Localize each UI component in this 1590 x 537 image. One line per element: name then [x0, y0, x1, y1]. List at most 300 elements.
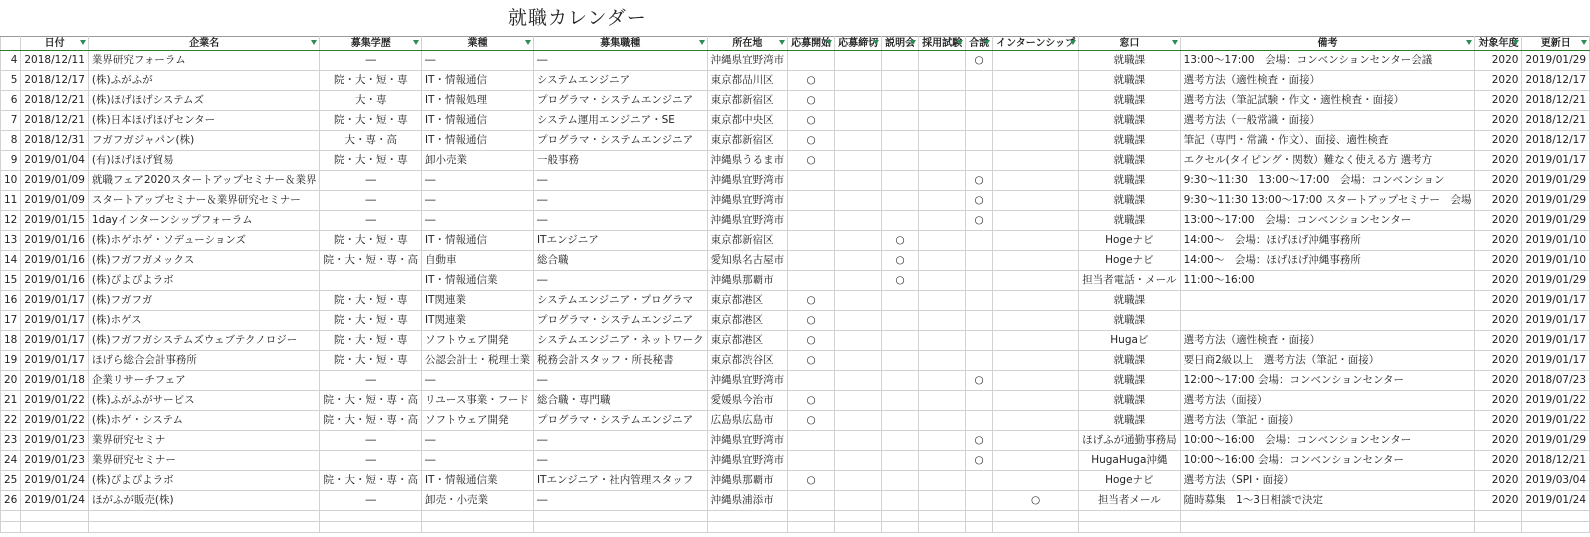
table-cell[interactable]: Hogeナビ [1079, 231, 1181, 251]
table-cell[interactable]: 2019/01/29 [1522, 51, 1590, 71]
table-cell[interactable] [835, 431, 882, 451]
table-cell[interactable]: 公認会計士・税理士業 [421, 351, 533, 371]
table-cell[interactable]: ― [320, 211, 422, 231]
column-header[interactable] [882, 37, 919, 51]
table-cell[interactable]: 2019/01/17 [1522, 351, 1590, 371]
column-header[interactable] [421, 37, 533, 51]
table-cell[interactable]: ― [533, 271, 707, 291]
table-cell[interactable] [919, 91, 966, 111]
row-number-cell[interactable]: 26 [1, 491, 21, 511]
empty-cell[interactable] [993, 522, 1079, 533]
table-cell[interactable] [882, 91, 919, 111]
table-cell[interactable]: 就職課 [1079, 71, 1181, 91]
table-cell[interactable]: 就職フェア2020スタートアップセミナー＆業界 [88, 171, 320, 191]
table-cell[interactable] [835, 331, 882, 351]
table-cell[interactable] [993, 331, 1079, 351]
table-cell[interactable]: ○ [788, 111, 835, 131]
table-cell[interactable]: ○ [966, 191, 993, 211]
table-cell[interactable]: 2018/12/21 [21, 91, 89, 111]
table-cell[interactable]: 沖縄県宜野湾市 [707, 191, 788, 211]
empty-cell[interactable] [966, 522, 993, 533]
table-cell[interactable]: ― [421, 171, 533, 191]
filter-dropdown-icon[interactable] [311, 40, 317, 45]
table-cell[interactable]: 2019/01/17 [1522, 311, 1590, 331]
table-cell[interactable]: 2018/12/21 [1522, 451, 1590, 471]
table-cell[interactable]: 2018/12/21 [1522, 111, 1590, 131]
table-cell[interactable] [993, 451, 1079, 471]
table-cell[interactable]: IT・情報通信 [421, 71, 533, 91]
table-cell[interactable]: 2020 [1475, 151, 1522, 171]
table-cell[interactable] [882, 131, 919, 151]
table-cell[interactable] [919, 391, 966, 411]
table-cell[interactable] [882, 291, 919, 311]
table-cell[interactable]: 2019/01/29 [1522, 431, 1590, 451]
table-cell[interactable] [919, 351, 966, 371]
table-cell[interactable]: 筆記（専門・常識・作文）、面接、適性検査 [1180, 131, 1475, 151]
table-cell[interactable]: (株)ホゲス [88, 311, 320, 331]
column-header[interactable] [1, 37, 21, 51]
table-cell[interactable]: ― [533, 51, 707, 71]
table-cell[interactable]: ○ [788, 91, 835, 111]
table-cell[interactable]: 沖縄県宜野湾市 [707, 171, 788, 191]
table-cell[interactable]: (株)ぴよぴよラボ [88, 271, 320, 291]
column-header[interactable] [788, 37, 835, 51]
table-cell[interactable] [835, 91, 882, 111]
table-cell[interactable]: 2019/03/04 [1522, 471, 1590, 491]
table-cell[interactable] [788, 51, 835, 71]
table-cell[interactable]: 卸小売業 [421, 151, 533, 171]
empty-cell[interactable] [21, 511, 89, 522]
table-cell[interactable]: 総合職・専門職 [533, 391, 707, 411]
table-cell[interactable] [835, 51, 882, 71]
table-cell[interactable]: 2020 [1475, 351, 1522, 371]
empty-cell[interactable] [993, 511, 1079, 522]
empty-cell[interactable] [882, 522, 919, 533]
table-cell[interactable]: (株)ふがふがサービス [88, 391, 320, 411]
table-cell[interactable]: 2019/01/17 [1522, 331, 1590, 351]
table-cell[interactable] [882, 411, 919, 431]
table-cell[interactable] [835, 131, 882, 151]
table-cell[interactable] [993, 411, 1079, 431]
table-cell[interactable]: 2020 [1475, 231, 1522, 251]
table-cell[interactable]: 院・大・短・専 [320, 111, 422, 131]
row-number-cell[interactable]: 8 [1, 131, 21, 151]
table-cell[interactable]: ― [320, 51, 422, 71]
table-cell[interactable] [835, 231, 882, 251]
table-cell[interactable] [993, 91, 1079, 111]
table-cell[interactable] [835, 291, 882, 311]
table-cell[interactable]: 2020 [1475, 391, 1522, 411]
table-cell[interactable]: 2020 [1475, 171, 1522, 191]
table-cell[interactable] [919, 51, 966, 71]
table-cell[interactable]: 2019/01/17 [1522, 151, 1590, 171]
table-cell[interactable] [919, 111, 966, 131]
table-cell[interactable]: 2019/01/15 [21, 211, 89, 231]
table-cell[interactable] [835, 211, 882, 231]
table-cell[interactable]: (株)フガフガ [88, 291, 320, 311]
table-cell[interactable] [966, 351, 993, 371]
table-cell[interactable]: 東京都新宿区 [707, 231, 788, 251]
row-number-cell[interactable]: 10 [1, 171, 21, 191]
table-cell[interactable]: 2019/01/22 [1522, 391, 1590, 411]
table-cell[interactable]: (株)ぴよぴよラボ [88, 471, 320, 491]
table-cell[interactable]: ― [320, 371, 422, 391]
row-number-cell[interactable]: 24 [1, 451, 21, 471]
table-cell[interactable] [320, 271, 422, 291]
table-cell[interactable]: 2020 [1475, 71, 1522, 91]
table-cell[interactable]: IT関連業 [421, 291, 533, 311]
filter-dropdown-icon[interactable] [1513, 40, 1519, 45]
table-cell[interactable] [993, 71, 1079, 91]
table-cell[interactable]: 2020 [1475, 51, 1522, 71]
table-cell[interactable]: 自動車 [421, 251, 533, 271]
table-cell[interactable]: システムエンジニア・プログラマ [533, 291, 707, 311]
table-cell[interactable] [882, 491, 919, 511]
table-cell[interactable] [919, 371, 966, 391]
table-cell[interactable]: 選考方法（筆記・面接） [1180, 411, 1475, 431]
table-cell[interactable] [882, 371, 919, 391]
table-cell[interactable]: 就職課 [1079, 391, 1181, 411]
empty-cell[interactable] [88, 511, 320, 522]
table-cell[interactable]: 2020 [1475, 471, 1522, 491]
table-cell[interactable]: 業界研究セミナー [88, 451, 320, 471]
table-cell[interactable]: 2020 [1475, 331, 1522, 351]
table-cell[interactable] [919, 211, 966, 231]
row-number-cell[interactable]: 6 [1, 91, 21, 111]
table-cell[interactable] [966, 411, 993, 431]
table-cell[interactable]: 11:00〜16:00 [1180, 271, 1475, 291]
table-cell[interactable]: IT・情報通信 [421, 231, 533, 251]
table-cell[interactable]: 愛媛県今治市 [707, 391, 788, 411]
table-cell[interactable] [835, 191, 882, 211]
table-cell[interactable]: 2019/01/29 [1522, 211, 1590, 231]
row-number-cell[interactable]: 19 [1, 351, 21, 371]
table-cell[interactable]: 選考方法（SPI・面接） [1180, 471, 1475, 491]
table-cell[interactable]: 大・専 [320, 91, 422, 111]
table-cell[interactable]: システム運用エンジニア・SE [533, 111, 707, 131]
table-cell[interactable] [788, 451, 835, 471]
table-cell[interactable]: スタートアップセミナー＆業界研究セミナー [88, 191, 320, 211]
table-cell[interactable]: 2019/01/22 [1522, 411, 1590, 431]
table-cell[interactable] [919, 451, 966, 471]
row-number-cell[interactable]: 15 [1, 271, 21, 291]
table-cell[interactable]: 業界研究フォーラム [88, 51, 320, 71]
empty-cell[interactable] [835, 522, 882, 533]
table-cell[interactable]: 2019/01/09 [21, 191, 89, 211]
table-cell[interactable]: (株)ほげほげシステムズ [88, 91, 320, 111]
table-cell[interactable]: プログラマ・システムエンジニア [533, 311, 707, 331]
table-cell[interactable]: 広島県広島市 [707, 411, 788, 431]
row-number-cell[interactable]: 22 [1, 411, 21, 431]
table-cell[interactable]: IT・情報通信業 [421, 271, 533, 291]
table-cell[interactable]: 2019/01/16 [21, 251, 89, 271]
table-cell[interactable]: Hogeナビ [1079, 251, 1181, 271]
table-cell[interactable] [882, 351, 919, 371]
table-cell[interactable]: 院・大・短・専・高 [320, 251, 422, 271]
table-cell[interactable]: 2019/01/24 [21, 491, 89, 511]
table-cell[interactable] [835, 271, 882, 291]
table-cell[interactable] [966, 491, 993, 511]
table-cell[interactable] [993, 131, 1079, 151]
table-cell[interactable] [835, 171, 882, 191]
table-cell[interactable]: ○ [788, 331, 835, 351]
table-cell[interactable]: ○ [966, 171, 993, 191]
table-cell[interactable] [788, 191, 835, 211]
table-cell[interactable]: 9:30〜11:30 13:00〜17:00 スタートアップセミナー 会場 [1180, 191, 1475, 211]
filter-dropdown-icon[interactable] [873, 40, 879, 45]
table-cell[interactable]: 2020 [1475, 411, 1522, 431]
table-cell[interactable]: 院・大・短・専 [320, 331, 422, 351]
table-cell[interactable]: ○ [882, 231, 919, 251]
table-cell[interactable] [993, 51, 1079, 71]
table-cell[interactable]: 一般事務 [533, 151, 707, 171]
table-cell[interactable] [966, 291, 993, 311]
table-cell[interactable] [788, 171, 835, 191]
empty-cell[interactable] [1475, 511, 1522, 522]
table-cell[interactable]: 沖縄県浦添市 [707, 491, 788, 511]
table-cell[interactable]: 2019/01/16 [21, 231, 89, 251]
table-cell[interactable]: 選考方法（適性検査・面接） [1180, 331, 1475, 351]
table-cell[interactable]: ○ [788, 131, 835, 151]
table-cell[interactable] [966, 251, 993, 271]
empty-cell[interactable] [1180, 511, 1475, 522]
row-number-cell[interactable]: 14 [1, 251, 21, 271]
table-cell[interactable]: 2020 [1475, 291, 1522, 311]
empty-cell[interactable] [919, 522, 966, 533]
row-number-cell[interactable]: 12 [1, 211, 21, 231]
table-cell[interactable]: 14:00〜 会場：ほげほげ沖縄事務所 [1180, 231, 1475, 251]
table-cell[interactable]: 2019/01/17 [1522, 291, 1590, 311]
table-cell[interactable] [835, 451, 882, 471]
table-cell[interactable]: ― [533, 431, 707, 451]
table-cell[interactable]: 2019/01/17 [21, 331, 89, 351]
table-cell[interactable]: ○ [966, 371, 993, 391]
table-cell[interactable]: 10:00〜16:00 会場：コンベンションセンター [1180, 431, 1475, 451]
table-cell[interactable] [788, 211, 835, 231]
table-cell[interactable] [835, 471, 882, 491]
table-cell[interactable]: ほげら総合会計事務所 [88, 351, 320, 371]
table-cell[interactable]: ○ [966, 431, 993, 451]
table-cell[interactable] [882, 151, 919, 171]
table-cell[interactable]: 院・大・短・専・高 [320, 391, 422, 411]
filter-dropdown-icon[interactable] [80, 40, 86, 45]
table-cell[interactable] [919, 291, 966, 311]
table-cell[interactable]: 2020 [1475, 311, 1522, 331]
table-cell[interactable]: プログラマ・システムエンジニア [533, 411, 707, 431]
table-cell[interactable]: 2019/01/17 [21, 311, 89, 331]
table-cell[interactable]: 14:00〜 会場：ほげほげ沖縄事務所 [1180, 251, 1475, 271]
table-cell[interactable] [919, 131, 966, 151]
table-cell[interactable]: 2020 [1475, 191, 1522, 211]
table-cell[interactable]: 大・専・高 [320, 131, 422, 151]
table-cell[interactable]: 就職課 [1079, 51, 1181, 71]
table-cell[interactable]: 2020 [1475, 91, 1522, 111]
table-cell[interactable]: 就職課 [1079, 191, 1181, 211]
filter-dropdown-icon[interactable] [1172, 40, 1178, 45]
table-cell[interactable]: ― [533, 171, 707, 191]
row-number-cell[interactable]: 25 [1, 471, 21, 491]
table-cell[interactable] [966, 271, 993, 291]
table-cell[interactable]: 東京都渋谷区 [707, 351, 788, 371]
empty-cell[interactable] [533, 511, 707, 522]
table-cell[interactable]: ― [320, 171, 422, 191]
table-cell[interactable]: ○ [966, 451, 993, 471]
table-cell[interactable] [919, 411, 966, 431]
empty-cell[interactable] [1180, 522, 1475, 533]
table-cell[interactable]: 2018/12/21 [1522, 91, 1590, 111]
table-cell[interactable]: 2020 [1475, 491, 1522, 511]
table-cell[interactable]: (株)フガフガメックス [88, 251, 320, 271]
empty-cell[interactable] [1079, 522, 1181, 533]
filter-dropdown-icon[interactable] [1070, 40, 1076, 45]
table-cell[interactable]: 2019/01/29 [1522, 271, 1590, 291]
table-cell[interactable]: 2018/12/21 [21, 111, 89, 131]
table-cell[interactable]: 2019/01/24 [21, 471, 89, 491]
table-cell[interactable]: IT・情報処理 [421, 91, 533, 111]
table-cell[interactable] [966, 151, 993, 171]
table-cell[interactable]: (株)日本ほげほげセンター [88, 111, 320, 131]
table-cell[interactable] [993, 211, 1079, 231]
table-cell[interactable]: 沖縄県那覇市 [707, 471, 788, 491]
filter-dropdown-icon[interactable] [984, 40, 990, 45]
table-cell[interactable] [788, 251, 835, 271]
filter-dropdown-icon[interactable] [957, 40, 963, 45]
table-cell[interactable] [993, 191, 1079, 211]
table-cell[interactable]: ○ [788, 391, 835, 411]
table-cell[interactable]: 東京都新宿区 [707, 91, 788, 111]
table-cell[interactable]: 選考方法（適性検査・面接） [1180, 71, 1475, 91]
table-cell[interactable]: ほげふが通勤事務局 [1079, 431, 1181, 451]
table-cell[interactable]: 要日商2級以上 選考方法（筆記・面接） [1180, 351, 1475, 371]
table-cell[interactable]: 就職課 [1079, 351, 1181, 371]
table-cell[interactable]: 2019/01/16 [21, 271, 89, 291]
table-cell[interactable]: 沖縄県那覇市 [707, 271, 788, 291]
empty-cell[interactable] [21, 522, 89, 533]
table-cell[interactable]: 2019/01/22 [21, 391, 89, 411]
table-cell[interactable]: ITエンジニア [533, 231, 707, 251]
table-cell[interactable]: 2020 [1475, 451, 1522, 471]
row-number-cell[interactable]: 16 [1, 291, 21, 311]
table-cell[interactable]: 選考方法（一般常識・面接） [1180, 111, 1475, 131]
table-cell[interactable]: ITエンジニア・社内管理スタッフ [533, 471, 707, 491]
table-cell[interactable]: 2019/01/17 [21, 351, 89, 371]
table-cell[interactable]: 選考方法（筆記試験・作文・適性検査・面接） [1180, 91, 1475, 111]
table-cell[interactable]: ○ [788, 311, 835, 331]
table-cell[interactable]: 2018/12/17 [1522, 131, 1590, 151]
column-header[interactable] [835, 37, 882, 51]
table-cell[interactable] [882, 451, 919, 471]
table-cell[interactable]: 卸売・小売業 [421, 491, 533, 511]
table-cell[interactable]: 2020 [1475, 211, 1522, 231]
table-cell[interactable]: 2020 [1475, 111, 1522, 131]
table-cell[interactable] [993, 271, 1079, 291]
table-cell[interactable] [882, 431, 919, 451]
table-cell[interactable] [966, 91, 993, 111]
table-cell[interactable]: 2019/01/29 [1522, 191, 1590, 211]
table-cell[interactable] [882, 51, 919, 71]
table-cell[interactable]: 2019/01/04 [21, 151, 89, 171]
table-cell[interactable]: 就職課 [1079, 311, 1181, 331]
table-cell[interactable] [835, 251, 882, 271]
table-cell[interactable] [919, 311, 966, 331]
table-cell[interactable]: 選考方法（面接） [1180, 391, 1475, 411]
table-cell[interactable]: 院・大・短・専 [320, 351, 422, 371]
column-header[interactable] [21, 37, 89, 51]
table-cell[interactable]: 院・大・短・専 [320, 71, 422, 91]
table-cell[interactable] [993, 111, 1079, 131]
table-cell[interactable]: システムエンジニア [533, 71, 707, 91]
row-number-cell[interactable]: 5 [1, 71, 21, 91]
table-cell[interactable] [882, 391, 919, 411]
table-cell[interactable] [835, 491, 882, 511]
table-cell[interactable]: 2019/01/23 [21, 451, 89, 471]
table-cell[interactable]: エクセル(タイピング・関数）難なく使える方 選考方 [1180, 151, 1475, 171]
empty-cell[interactable] [707, 522, 788, 533]
empty-cell[interactable] [835, 511, 882, 522]
table-cell[interactable]: ソフトウェア開発 [421, 331, 533, 351]
table-cell[interactable]: フガフガジャパン(株) [88, 131, 320, 151]
table-cell[interactable]: 沖縄県うるま市 [707, 151, 788, 171]
table-cell[interactable] [788, 231, 835, 251]
table-cell[interactable]: 2020 [1475, 271, 1522, 291]
table-cell[interactable]: 就職課 [1079, 151, 1181, 171]
table-cell[interactable]: 担当者メール [1079, 491, 1181, 511]
column-header[interactable] [320, 37, 422, 51]
column-header[interactable] [533, 37, 707, 51]
table-cell[interactable]: ― [421, 431, 533, 451]
table-cell[interactable]: ○ [788, 291, 835, 311]
table-cell[interactable]: 東京都品川区 [707, 71, 788, 91]
table-cell[interactable]: ソフトウェア開発 [421, 411, 533, 431]
table-cell[interactable]: 2019/01/10 [1522, 251, 1590, 271]
table-cell[interactable]: 沖縄県宜野湾市 [707, 371, 788, 391]
table-cell[interactable]: 院・大・短・専 [320, 291, 422, 311]
table-cell[interactable]: HugaHuga沖縄 [1079, 451, 1181, 471]
table-cell[interactable] [835, 411, 882, 431]
empty-cell[interactable] [919, 511, 966, 522]
table-cell[interactable] [835, 371, 882, 391]
empty-cell[interactable] [1475, 522, 1522, 533]
table-cell[interactable] [966, 331, 993, 351]
table-cell[interactable] [788, 271, 835, 291]
table-cell[interactable] [993, 371, 1079, 391]
table-cell[interactable]: 就職課 [1079, 111, 1181, 131]
table-cell[interactable]: IT関連業 [421, 311, 533, 331]
table-cell[interactable]: ― [533, 451, 707, 471]
column-header[interactable] [1522, 37, 1590, 51]
table-cell[interactable]: 就職課 [1079, 211, 1181, 231]
table-cell[interactable]: 沖縄県宜野湾市 [707, 51, 788, 71]
table-cell[interactable]: 東京都中央区 [707, 111, 788, 131]
table-cell[interactable] [993, 151, 1079, 171]
table-cell[interactable]: ― [421, 451, 533, 471]
table-cell[interactable] [919, 331, 966, 351]
table-cell[interactable]: 就職課 [1079, 131, 1181, 151]
table-cell[interactable]: 沖縄県宜野湾市 [707, 211, 788, 231]
column-header[interactable] [1475, 37, 1522, 51]
table-cell[interactable]: 2018/12/17 [1522, 71, 1590, 91]
table-cell[interactable] [882, 171, 919, 191]
table-cell[interactable]: プログラマ・システムエンジニア [533, 91, 707, 111]
empty-cell[interactable] [421, 522, 533, 533]
empty-cell[interactable] [533, 522, 707, 533]
empty-cell[interactable] [1522, 522, 1590, 533]
table-cell[interactable]: 院・大・短・専 [320, 231, 422, 251]
table-cell[interactable]: IT・情報通信 [421, 111, 533, 131]
table-cell[interactable] [919, 231, 966, 251]
table-cell[interactable] [835, 351, 882, 371]
table-cell[interactable]: ― [533, 491, 707, 511]
